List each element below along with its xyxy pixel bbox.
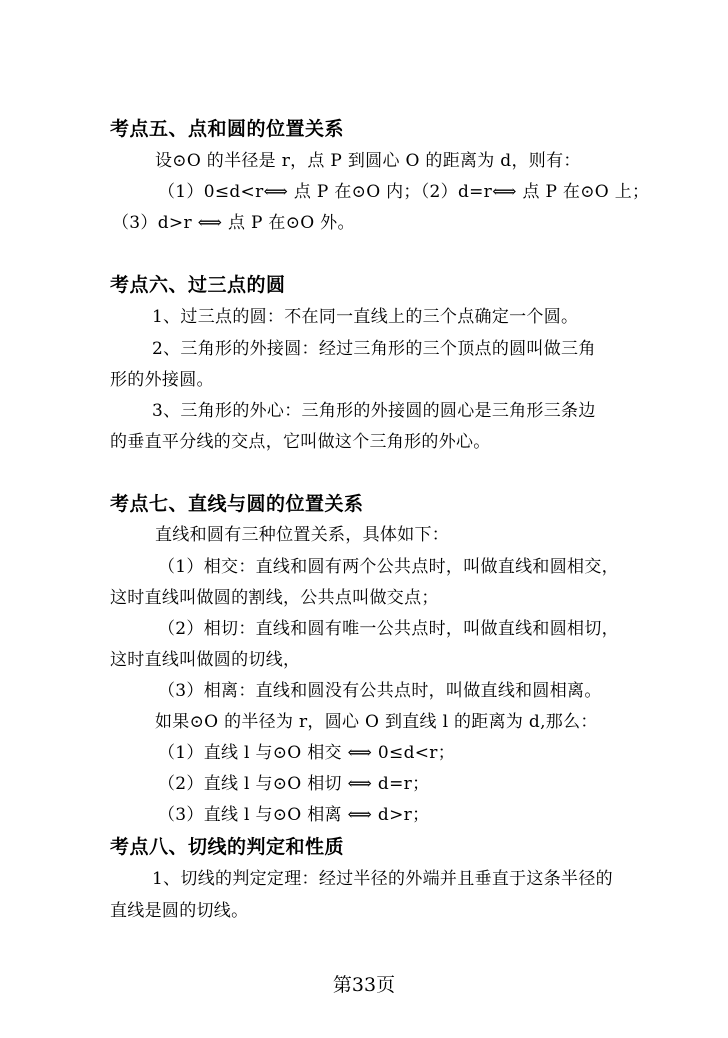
paragraph-line: （3）直线 l 与⊙O 相离 ⟺ d>r； [158, 805, 430, 825]
paragraph-line: （1）0≤d<r⟺ 点 P 在⊙O 内；（2）d=r⟺ 点 P 在⊙O 上； [158, 182, 650, 202]
paragraph-line: 这时直线叫做圆的割线，公共点叫做交点； [110, 588, 439, 608]
page-number: 第33页 [332, 974, 396, 996]
paragraph-line: 设⊙O 的半径是 r，点 P 到圆心 O 的距离为 d，则有： [155, 151, 581, 171]
paragraph-line: （2）相切：直线和圆有唯一公共点时，叫做直线和圆相切， [158, 619, 619, 639]
paragraph-line: 形的外接圆。 [110, 370, 214, 390]
paragraph-line: 2、三角形的外接圆：经过三角形的三个顶点的圆叫做三角 [152, 339, 596, 359]
paragraph-line: 的垂直平分线的交点，它叫做这个三角形的外心。 [110, 432, 491, 452]
paragraph-line: （3）d>r ⟺ 点 P 在⊙O 外。 [112, 213, 355, 233]
paragraph-line: （1）相交：直线和圆有两个公共点时，叫做直线和圆相交， [158, 557, 619, 577]
section-heading-5: 考点五、点和圆的位置关系 [110, 118, 345, 140]
paragraph-line: 1、过三点的圆：不在同一直线上的三个点确定一个圆。 [152, 307, 579, 327]
section-heading-7: 考点七、直线与圆的位置关系 [110, 493, 364, 515]
section-heading-6: 考点六、过三点的圆 [110, 274, 286, 296]
paragraph-line: （2）直线 l 与⊙O 相切 ⟺ d=r； [158, 774, 430, 794]
paragraph-line: 如果⊙O 的半径为 r，圆心 O 到直线 l 的距离为 d,那么： [155, 712, 598, 732]
paragraph-line: 直线是圆的切线。 [110, 901, 249, 921]
paragraph-line: 1、切线的判定定理：经过半径的外端并且垂直于这条半径的 [152, 869, 613, 889]
paragraph-line: 3、三角形的外心：三角形的外接圆的圆心是三角形三条边 [152, 401, 596, 421]
paragraph-line: 这时直线叫做圆的切线， [110, 650, 301, 670]
section-heading-8: 考点八、切线的判定和性质 [110, 836, 345, 858]
paragraph-line: 直线和圆有三种位置关系，具体如下： [155, 525, 450, 545]
paragraph-line: （1）直线 l 与⊙O 相交 ⟺ 0≤d<r； [158, 743, 456, 763]
paragraph-line: （3）相离：直线和圆没有公共点时，叫做直线和圆相离。 [158, 681, 602, 701]
